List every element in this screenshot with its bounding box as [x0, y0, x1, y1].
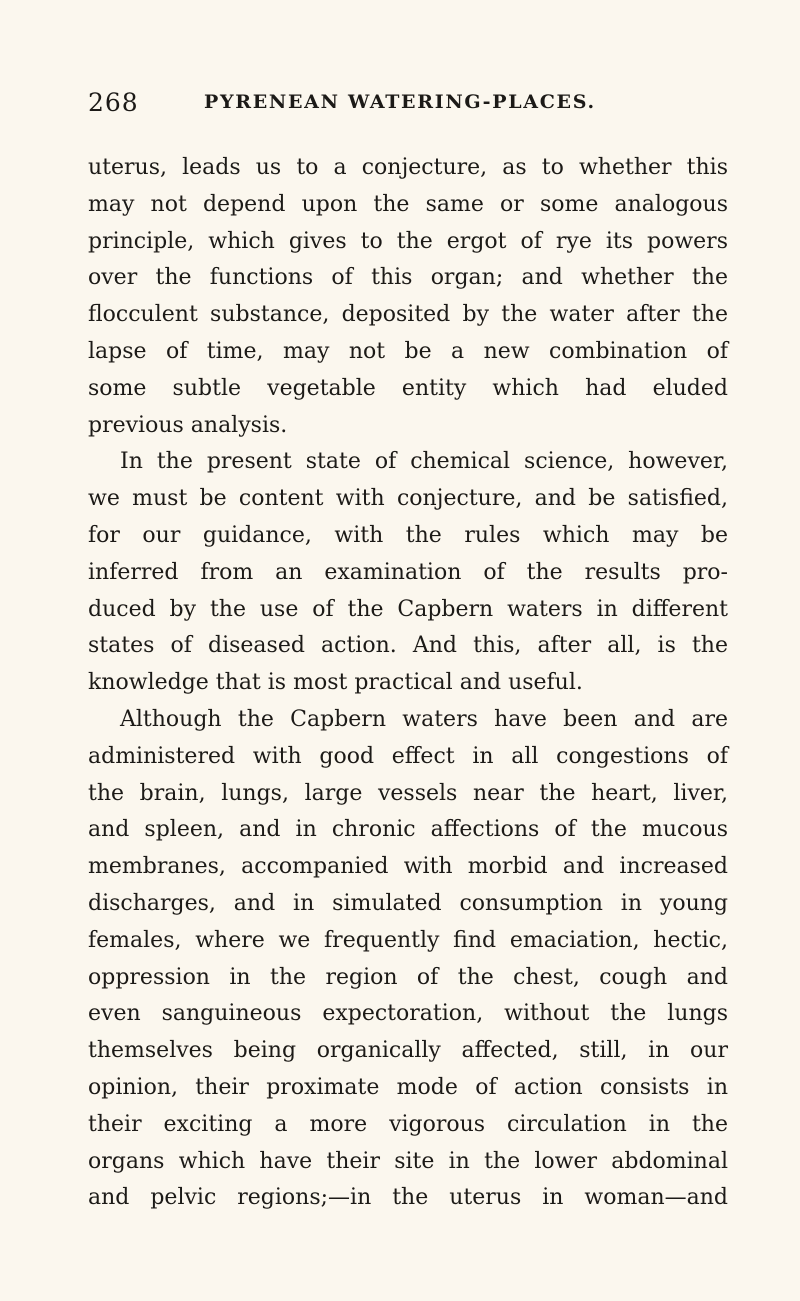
text-line: states of diseased action. And this, after all, is the: [88, 633, 728, 659]
text-line: females, where we frequently find emaciation, hectic,: [88, 927, 728, 953]
text-line: flocculent substance, deposited by the water after the: [88, 302, 728, 328]
running-head: [88, 88, 608, 128]
text-line: and spleen, and in chronic affections of the mucous: [88, 817, 728, 843]
text-line: knowledge that is most practical and useful.: [88, 670, 583, 696]
text-line: inferred from an examination of the results pro-: [88, 559, 728, 585]
text-line: themselves being organically affected, still, in our: [88, 1038, 728, 1064]
text-line: membranes, accompanied with morbid and increased: [88, 854, 728, 880]
text-line: administered with good effect in all congestions of: [88, 743, 728, 769]
text-line: may not depend upon the same or some analogous: [88, 191, 728, 217]
text-line: even sanguineous expectoration, without the lungs: [88, 1001, 728, 1027]
text-line: lapse of time, may not be a new combination of: [88, 338, 728, 364]
page-number: 268: [88, 88, 139, 117]
text-line: discharges, and in simulated consumption in young: [88, 890, 728, 916]
text-line: In the present state of chemical science, however,: [120, 449, 728, 475]
text-line: we must be content with conjecture, and be satisfied,: [88, 486, 728, 512]
text-line: oppression in the region of the chest, cough and: [88, 964, 728, 990]
text-line: over the functions of this organ; and whether the: [88, 265, 728, 291]
text-line: some subtle vegetable entity which had eluded: [88, 375, 728, 401]
text-line: the brain, lungs, large vessels near the heart, liver,: [88, 780, 728, 806]
text-line: uterus, leads us to a conjecture, as to whether this: [88, 155, 728, 180]
text-line: principle, which gives to the ergot of rye its powers: [88, 228, 728, 254]
text-line: their exciting a more vigorous circulation in the: [88, 1111, 728, 1137]
running-title: PYRENEAN WATERING-PLACES.: [204, 91, 596, 113]
text-line: opinion, their proximate mode of action consists in: [88, 1074, 728, 1100]
text-line: duced by the use of the Capbern waters in different: [88, 596, 728, 622]
text-line: organs which have their site in the lower abdominal: [88, 1148, 728, 1174]
body-text: [88, 150, 728, 1217]
text-line: Although the Capbern waters have been and are: [120, 706, 728, 732]
text-line: and pelvic regions;—in the uterus in woman—and: [88, 1185, 728, 1211]
text-line: previous analysis.: [88, 412, 288, 438]
text-line: for our guidance, with the rules which may be: [88, 522, 728, 548]
